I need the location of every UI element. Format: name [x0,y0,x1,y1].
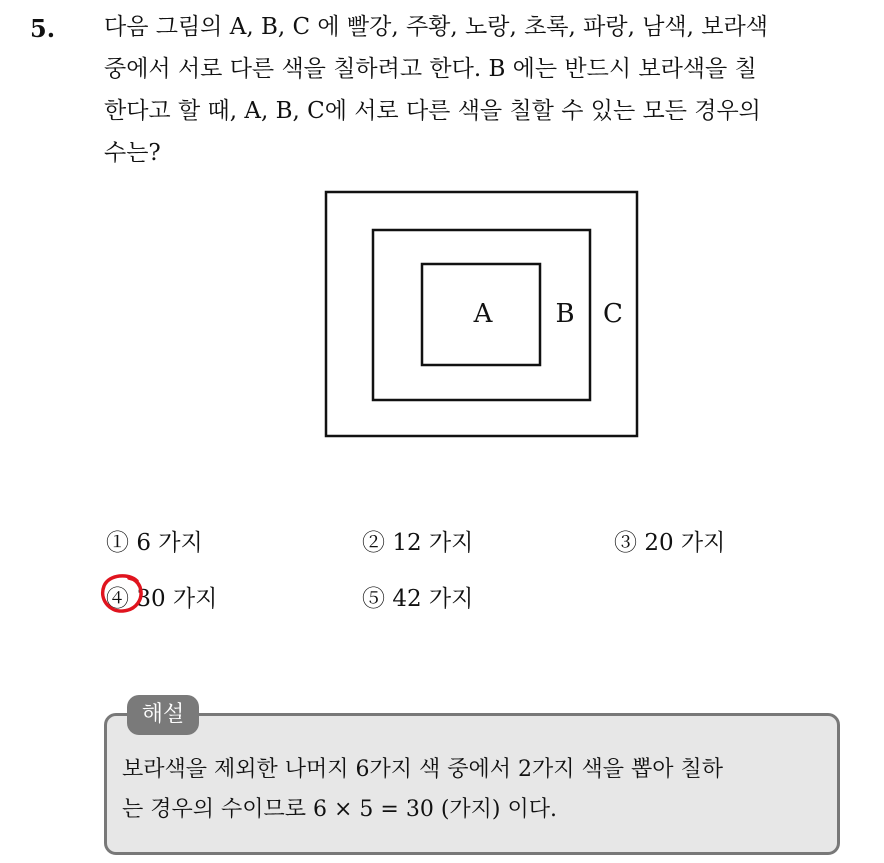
solution-tag: 해설 [127,695,199,735]
solution-text-line-1: 보라색을 제외한 나머지 6가지 색 중에서 2가지 색을 뽑아 칠하 [122,757,723,782]
choice-1-text: 6 가지 [136,530,203,556]
question-text-line-4: 수는? [104,140,161,166]
region-a-label: A [473,299,493,329]
question-text-line-2: 중에서 서로 다른 색을 칠하려고 한다. B 에는 반드시 보라색을 칠 [104,56,757,82]
choice-5-mark: ⑤ [362,586,385,612]
question-text-line-3: 한다고 할 때, A, B, C에 서로 다른 색을 칠할 수 있는 모든 경우의 [104,98,761,124]
choice-2-mark: ② [362,530,385,556]
solution-box [104,713,840,855]
nested-rectangles-diagram [324,190,640,440]
choice-1[interactable] [106,524,203,557]
choice-2-text: 12 가지 [392,530,474,556]
choice-3-mark: ③ [614,530,637,556]
region-b-label: B [555,299,575,329]
question-number: 5. [30,14,56,43]
choice-3-text: 20 가지 [644,530,726,556]
choice-4-text: 30 가지 [136,586,218,612]
choice-5[interactable] [362,580,473,613]
region-c-label: C [603,299,623,329]
solution-text-line-2: 는 경우의 수이므로 6 × 5 = 30 (가지) 이다. [122,797,557,822]
choice-1-mark: ① [106,530,129,556]
choice-4-mark: ④ [106,586,129,612]
answer-circle-mark [99,571,147,616]
choice-2[interactable] [362,524,473,557]
choice-3[interactable] [614,524,725,557]
question-text-line-1: 다음 그림의 A, B, C 에 빨강, 주황, 노랑, 초록, 파랑, 남색, 보라색 [104,14,768,40]
choice-5-text: 42 가지 [392,586,474,612]
